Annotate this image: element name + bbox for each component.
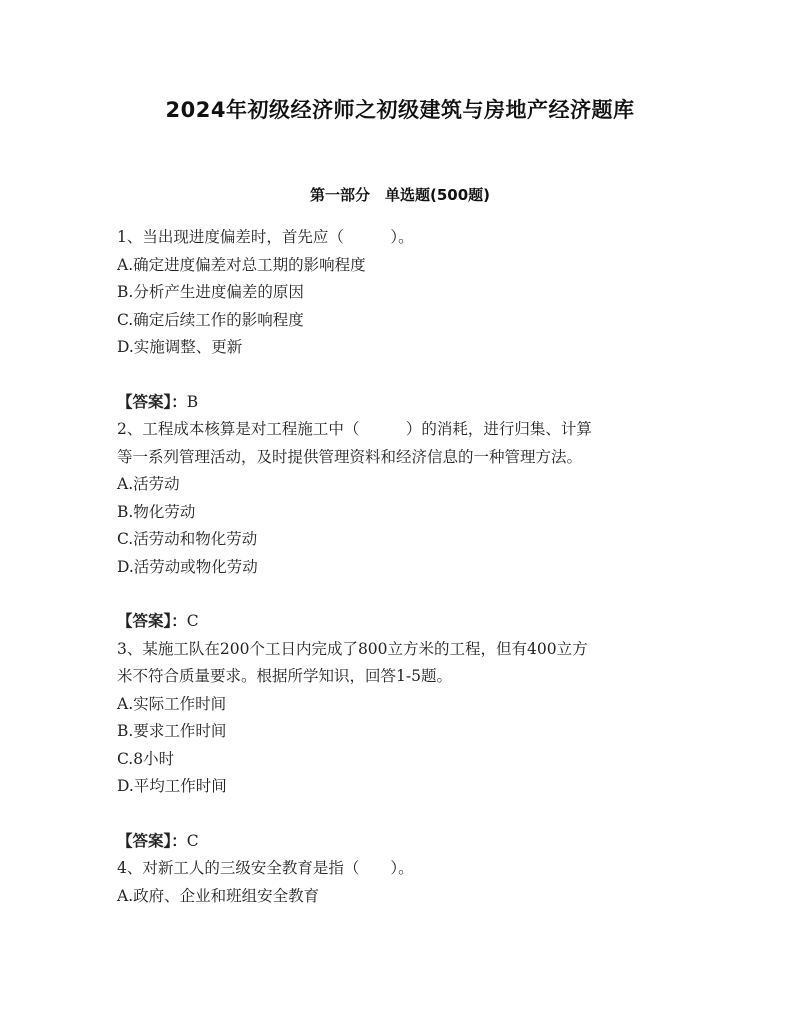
section-heading: 第一部分 单选题(500题) xyxy=(309,186,491,204)
option-d: D.活劳动或物化劳动 xyxy=(117,557,258,576)
document-title: 2024年初级经济师之初级建筑与房地产经济题库 xyxy=(165,98,635,122)
question-stem-continued: 米不符合质量要求。根据所学知识，回答1-5题。 xyxy=(117,667,452,685)
question-list xyxy=(117,224,687,910)
answer-value: C xyxy=(186,831,199,850)
question-stem: 3、某施工队在200个工日内完成了800立方米的工程，但有400立方 xyxy=(117,639,588,658)
question-3 xyxy=(117,636,687,856)
answer-line xyxy=(117,828,687,856)
answer-value: B xyxy=(186,392,199,411)
question-stem: 1、当出现进度偏差时，首先应（ ）。 xyxy=(117,228,414,246)
answer-line xyxy=(117,389,687,417)
option-a: A.确定进度偏差对总工期的影响程度 xyxy=(117,255,366,274)
answer-value: C xyxy=(186,612,199,630)
option-b: B.分析产生进度偏差的原因 xyxy=(117,283,304,301)
option-d: D.平均工作时间 xyxy=(117,777,227,795)
option-a: A.活劳动 xyxy=(117,475,180,493)
option-b: B.要求工作时间 xyxy=(117,722,227,740)
option-a: A.实际工作时间 xyxy=(117,694,227,713)
question-4 xyxy=(117,855,687,910)
option-c: C.确定后续工作的影响程度 xyxy=(117,310,304,329)
question-2 xyxy=(117,416,687,636)
option-b: B.物化劳动 xyxy=(117,502,196,521)
option-a: A.政府、企业和班组安全教育 xyxy=(117,886,320,905)
answer-label: 【答案】： xyxy=(117,612,187,630)
option-d: D.实施调整、更新 xyxy=(117,338,243,356)
question-stem: 2、工程成本核算是对工程施工中（ ）的消耗，进行归集、计算 xyxy=(117,420,592,438)
question-stem-continued: 等一系列管理活动，及时提供管理资料和经济信息的一种管理方法。 xyxy=(117,447,583,466)
option-c: C.活劳动和物化劳动 xyxy=(117,530,258,548)
answer-label: 【答案】： xyxy=(117,831,187,850)
option-c: C.8小时 xyxy=(117,749,175,768)
answer-line xyxy=(117,608,687,636)
answer-label: 【答案】： xyxy=(117,392,187,411)
question-stem: 4、对新工人的三级安全教育是指（ ）。 xyxy=(117,859,414,877)
question-1 xyxy=(117,224,687,416)
